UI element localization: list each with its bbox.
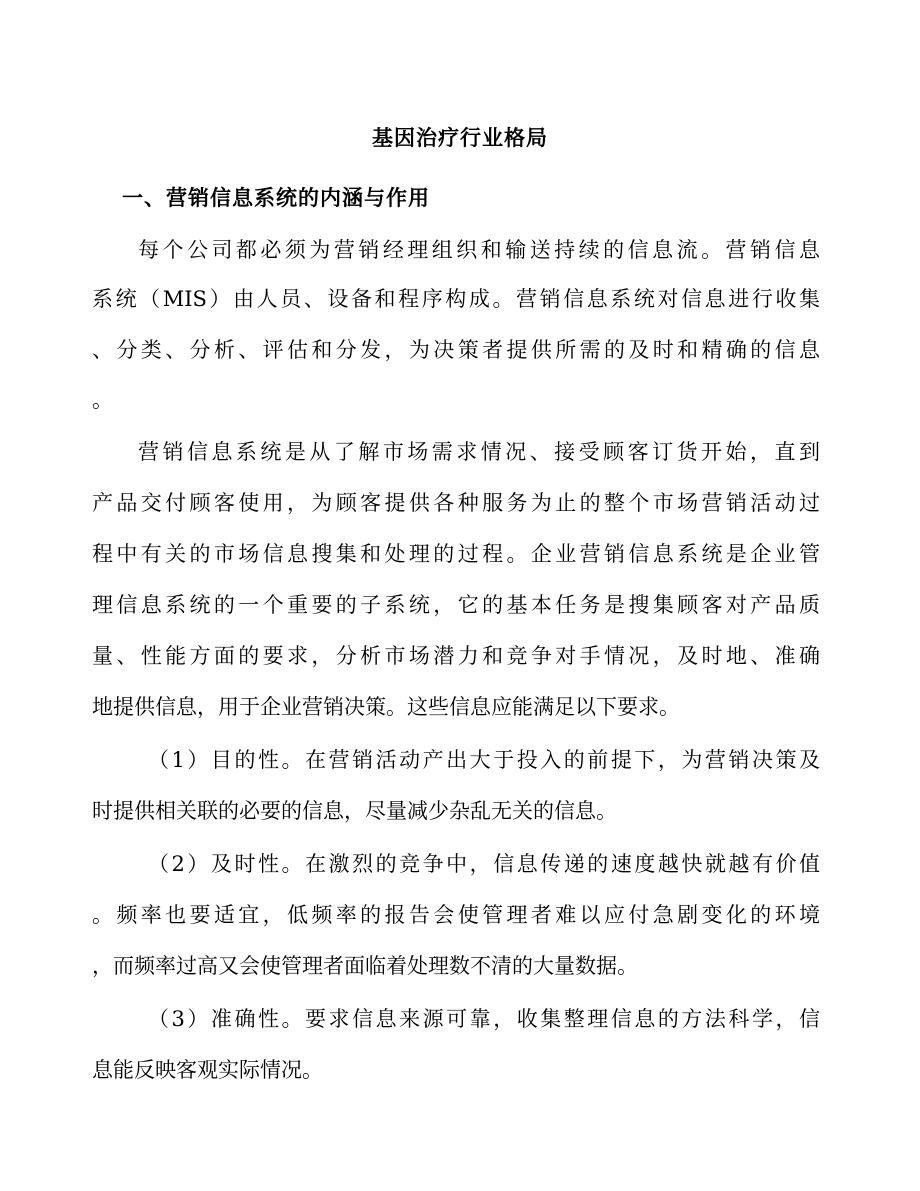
paragraph-line: 地提供信息，用于企业营销决策。这些信息应能满足以下要求。 — [92, 695, 680, 719]
list-item-line: 时提供相关联的必要的信息，尽量减少杂乱无关的信息。 — [92, 799, 617, 823]
paragraph-line: 理信息系统的一个重要的子系统，它的基本任务是搜集顾客对产品质 — [92, 593, 820, 617]
paragraph-line: 。 — [92, 388, 113, 412]
paragraph-line: 量、性能方面的要求，分析市场潜力和竞争对手情况，及时地、准确 — [92, 644, 820, 668]
paragraph-line: 产品交付顾客使用，为顾客提供各种服务为止的整个市场营销活动过 — [92, 491, 820, 515]
list-item-line: （2）及时性。在激烈的竞争中，信息传递的速度越快就越有价值 — [148, 852, 820, 876]
list-item-line: ，而频率过高又会使管理者面临着处理数不清的大量数据。 — [92, 954, 638, 978]
list-item-line: （1）目的性。在营销活动产出大于投入的前提下，为营销决策及 — [148, 748, 820, 772]
list-item-line: （3）准确性。要求信息来源可靠，收集整理信息的方法科学，信 — [148, 1007, 820, 1031]
paragraph-line: 每个公司都必须为营销经理组织和输送持续的信息流。营销信息 — [138, 238, 820, 262]
list-item-line: 息能反映客观实际情况。 — [92, 1058, 323, 1082]
paragraph-line: 程中有关的市场信息搜集和处理的过程。企业营销信息系统是企业管 — [92, 542, 820, 566]
paragraph-line: 、分类、分析、评估和分发，为决策者提供所需的及时和精确的信息 — [92, 338, 820, 362]
paragraph-line: 营销信息系统是从了解市场需求情况、接受顾客订货开始，直到 — [138, 440, 820, 464]
list-item-line: 。频率也要适宜，低频率的报告会使管理者难以应付急剧变化的环境 — [92, 903, 820, 927]
section-heading: 一、营销信息系统的内涵与作用 — [122, 185, 430, 210]
document-title: 基因治疗行业格局 — [372, 125, 548, 150]
paragraph-line: 系统（MIS）由人员、设备和程序构成。营销信息系统对信息进行收集 — [92, 287, 820, 311]
